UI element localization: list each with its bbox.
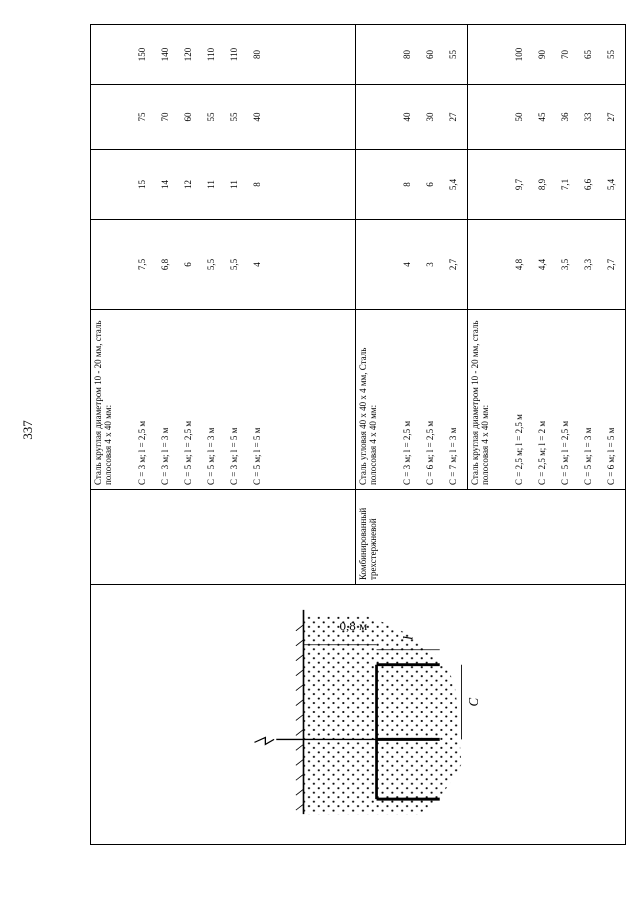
value-col-3: 75 70 60 55 55 40 xyxy=(91,85,356,150)
ground-hatching xyxy=(296,625,304,810)
value-col-1: 7,5 6,8 6 5,5 5,5 4 xyxy=(91,220,356,310)
value-col-1: 4 3 2,7 xyxy=(356,220,468,310)
material-cell: Сталь круглая диаметром 10 - 20 мм, сталь полосовая 4 х 40 мм: C = 2,5 м; l = 2,5 м C = 2,5 м; l = 2 м C = 5 м; l = 2,5 м C = 5 м; l = 3 м C = 6 м; l = 5 м xyxy=(468,310,626,490)
type-cell: Комбинированный трехстержневой xyxy=(356,490,626,585)
value-col-3: 50 45 36 33 27 xyxy=(468,85,626,150)
diagram-cell xyxy=(91,585,626,845)
grounding-table xyxy=(90,24,626,845)
value-col-1: 4,8 4,4 3,5 3,3 2,7 xyxy=(468,220,626,310)
grounding-diagram xyxy=(91,585,625,844)
value-col-2: 9,7 8,9 7,1 6,6 5,4 xyxy=(468,150,626,220)
rotated-table xyxy=(90,25,617,845)
value-col-4: 100 90 70 65 55 xyxy=(468,25,626,85)
type-cell xyxy=(91,490,356,585)
page-number: 337 xyxy=(20,420,35,440)
material-cell: Сталь угловая 40 х 40 х 4 мм, Сталь полосовая 4 х 40 мм: C = 3 м; l = 2,5 м C = 6 м; l = 2,5 м C = 7 м; l = 3 м xyxy=(356,310,468,490)
lightning-icon xyxy=(254,737,274,744)
value-col-4: 150 140 120 110 110 80 xyxy=(91,25,356,85)
value-col-4: 80 60 55 xyxy=(356,25,468,85)
value-col-2: 15 14 12 11 11 8 xyxy=(91,150,356,220)
table-section xyxy=(91,25,356,845)
depth-label: 0,8 м xyxy=(339,619,368,633)
value-col-2: 8 6 5,4 xyxy=(356,150,468,220)
spacing-label: C xyxy=(465,697,482,707)
value-col-3: 40 30 27 xyxy=(356,85,468,150)
material-cell: Сталь круглая диаметром 10 - 20 мм, сталь полосовая 4 х 40 мм: C = 3 м; l = 2,5 м C = 3 м; l = 3 м C = 5 м; l = 2,5 м C = 5 м; l = 3 м C = 3 м; l = 5 м C = 5 м; l = 5 м xyxy=(91,310,356,490)
length-label: l xyxy=(399,636,416,640)
